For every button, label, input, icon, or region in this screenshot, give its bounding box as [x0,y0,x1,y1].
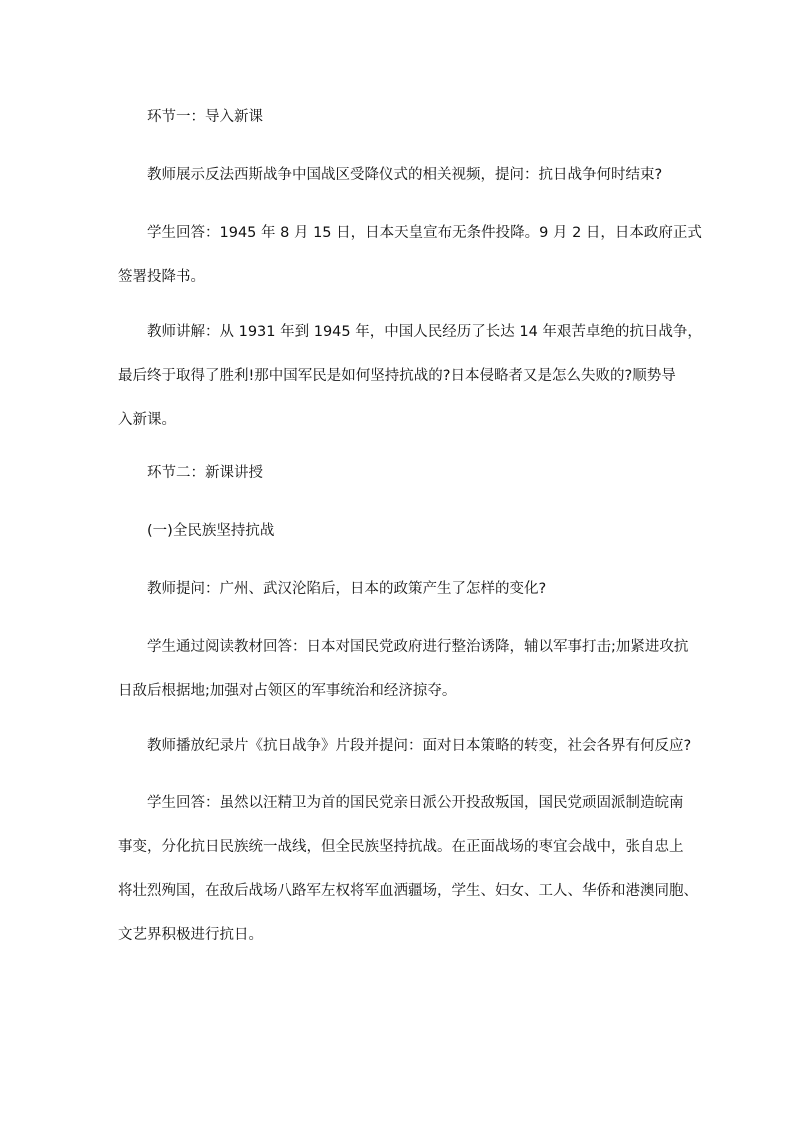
paragraph-1-line-1: 教师展示反法西斯战争中国战区受降仪式的相关视频，提问：抗日战争何时结束? [147,167,663,183]
paragraph-2 [118,219,702,291]
paragraph-7-line-3: 将壮烈殉国，在敌后战场八路军左权将军血洒疆场，学生、妇女、工人、华侨和港澳同胞、 [118,883,698,899]
paragraph-3-line-3: 入新课。 [118,412,176,428]
paragraph-7 [118,789,698,949]
paragraph-3-line-1: 教师讲解：从 1931 年到 1945 年，中国人民经历了长达 14 年艰苦卓绝的抗日战争， [147,324,702,340]
paragraph-1 [118,161,688,189]
paragraph-3-line-2: 最后终于取得了胜利!那中国军民是如何坚持抗战的?日本侵略者又是怎么失败的?顺势导 [118,368,676,384]
paragraph-6-line-1: 教师播放纪录片《抗日战争》片段并提问：面对日本策略的转变，社会各界有何反应? [147,738,692,754]
paragraph-6 [118,732,692,760]
paragraph-4 [118,575,688,603]
section2-heading [118,459,688,487]
section1-heading-text: 环节一：导入新课 [147,109,263,125]
paragraph-2-line-1: 学生回答：1945 年 8 月 15 日，日本天皇宣布无条件投降。9 月 2 日，日本政府正式 [147,225,702,241]
subsection1-heading [118,517,688,545]
paragraph-7-line-2: 事变，分化抗日民族统一战线，但全民族坚持抗战。在正面战场的枣宜会战中，张自忠上 [118,839,684,855]
paragraph-2-line-2: 签署投降书。 [118,269,205,285]
paragraph-5 [118,633,688,705]
subsection1-heading-text: (一)全民族坚持抗战 [147,523,275,539]
paragraph-5-line-2: 日敌后根据地;加强对占领区的军事统治和经济掠夺。 [118,683,457,699]
paragraph-7-line-1: 学生回答：虽然以汪精卫为首的国民党亲日派公开投敌叛国，国民党顽固派制造皖南 [147,795,684,811]
paragraph-7-line-4: 文艺界积极进行抗日。 [118,927,263,943]
section2-heading-text: 环节二：新课讲授 [147,465,263,481]
paragraph-5-line-1: 学生通过阅读教材回答：日本对国民党政府进行整治诱降，辅以军事打击;加紧进攻抗 [147,639,689,655]
section1-heading [118,103,688,131]
paragraph-4-line-1: 教师提问：广州、武汉沦陷后，日本的政策产生了怎样的变化? [147,581,547,597]
paragraph-3 [118,318,702,434]
